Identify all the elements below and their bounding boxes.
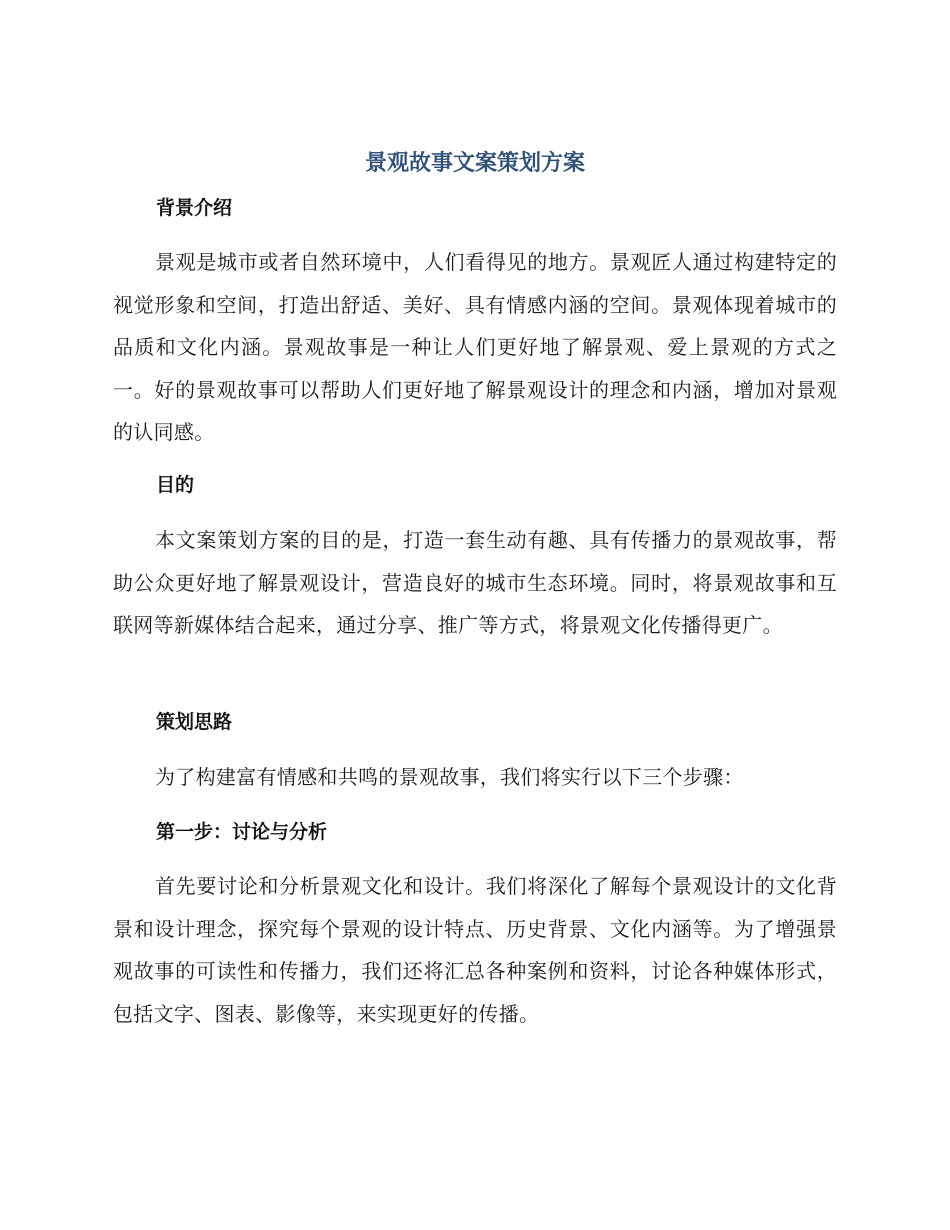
section-paragraph-background: 景观是城市或者自然环境中，人们看得见的地方。景观匠人通过构建特定的视觉形象和空间，打造出舒适、美好、具有情感内涵的空间。景观体现着城市的品质和文化内涵。景观故事是一种让人们更好地了解景观、爱上景观的方式之一。好的景观故事可以帮助人们更好地了解景观设计的理念和内涵，增加对景观的认同感。 — [113, 250, 837, 444]
section-heading-background: 背景介绍 — [156, 197, 233, 219]
document-title: 景观故事文案策划方案 — [364, 151, 585, 176]
section-paragraph-step-one: 首先要讨论和分析景观文化和设计。我们将深化了解每个景观设计的文化背景和设计理念，探究每个景观的设计特点、历史背景、文化内涵等。为了增强景观故事的可读性和传播力，我们还将汇总各种案例和资料，讨论各种媒体形式，包括文字、图表、影像等，来实现更好的传播。 — [113, 874, 837, 1026]
section-heading-planning-idea: 策划思路 — [156, 711, 233, 733]
section-heading-step-one: 第一步：讨论与分析 — [156, 821, 328, 843]
section-paragraph-planning-idea: 为了构建富有情感和共鸣的景观故事，我们将实行以下三个步骤： — [155, 765, 744, 789]
section-heading-purpose: 目的 — [156, 474, 195, 496]
section-paragraph-purpose: 本文案策划方案的目的是，打造一套生动有趣、具有传播力的景观故事，帮助公众更好地了解景观设计，营造良好的城市生态环境。同时，将景观故事和互联网等新媒体结合起来，通过分享、推广等方式，将景观文化传播得更广。 — [113, 528, 837, 637]
